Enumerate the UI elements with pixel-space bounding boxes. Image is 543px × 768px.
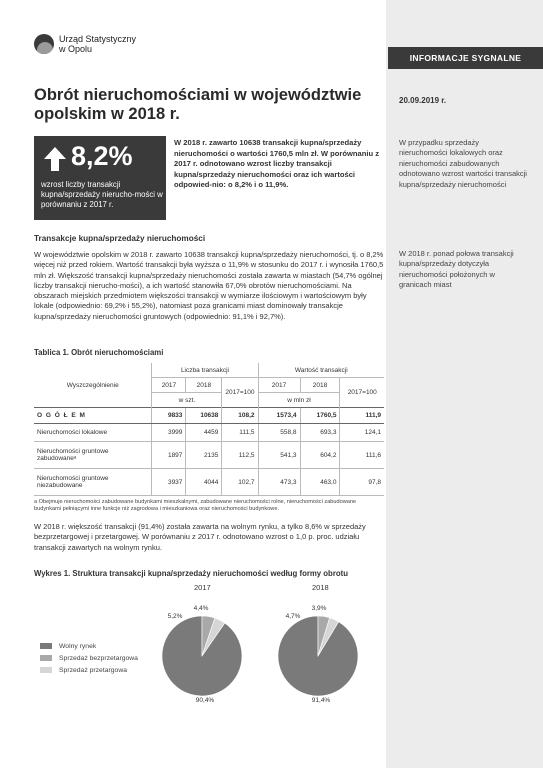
kpi-caption: wzrost liczby transakcji kupna/sprzedaży nierucho-mości w porównaniu z 2017 r. [41,180,163,209]
cell: 604,2 [300,442,340,469]
transactions-table [34,363,384,496]
logo-line2: w Opolu [59,44,93,54]
pie-value-label: 90,4% [195,697,215,704]
cell: 9833 [152,408,186,424]
table-header-count: Liczba transakcji [152,363,258,378]
pie-2018-title: 2018 [312,583,329,592]
legend-label: Wolny rynek [59,642,97,650]
table-row [34,442,384,469]
chart-title: Wykres 1. Struktura transakcji kupna/sprzedaży nieruchomości według formy obrotu [34,569,348,578]
row-label: Nieruchomości lokalowe [34,424,152,442]
table-col-2017: 2017 [152,378,186,393]
cell: 4459 [186,424,222,442]
side-note-1: W przypadku sprzedaży nieruchomości lokalowych oraz nieruchomości zabudowanych odnotowano wzrost wartości transakcji kupna/sprzedaży nieruchomości [399,138,527,189]
table-col-2017-value: 2017 [258,378,300,393]
kpi-box [34,136,166,220]
pie-2017-title: 2017 [194,583,211,592]
table-col-index: 2017=100 [222,378,258,408]
table-row [34,408,384,424]
body-paragraph-1: W województwie opolskim w 2018 r. zawarto 10638 transakcji kupna/sprzedaży nieruchomości, tj. o 8,2% więcej niż przed rokiem. Wartość transakcji była wyższa o 11,9% w stosunku do 2017 r. i wynosiła 1760,5 mln zł. Większość transakcji kupna/sprzedaży nieruchomości została zawarta w miastach (54,7% ogólnej liczby transakcji nierucho-mości), a ich wartość stanowiła 67,0% obrotów nieruchomościami. Na obszarach miejskich przedmiotem większości transakcji w wymiarze ilościowym i wartościowym były lokale (odpowiednio: 69,2% i 55,2%), natomiast poza granicami miast dominowały transakcje kupna/sprzedaży nieruchomości gruntowych (odpowiednio: 91,1% i 92,7%). [34,250,384,321]
table-row [34,424,384,442]
cell: 10638 [186,408,222,424]
logo [34,34,136,54]
legend-swatch [40,655,52,661]
legend-swatch [40,643,52,649]
legend-item [40,664,138,676]
logo-icon [34,34,54,54]
cell: 102,7 [222,469,258,496]
cell: 97,8 [340,469,384,496]
cell: 463,0 [300,469,340,496]
publication-date: 20.09.2019 r. [399,96,447,105]
cell: 112,5 [222,442,258,469]
cell: 1760,5 [300,408,340,424]
row-label: Nieruchomości gruntowe zabudowaneᵃ [34,442,152,469]
pie-value-label: 5,2% [167,613,183,620]
cell: 3937 [152,469,186,496]
legend-swatch [40,667,52,673]
cell: 473,3 [258,469,300,496]
table-col-2018-value: 2018 [300,378,340,393]
section-heading: Transakcje kupna/sprzedaży nieruchomości [34,234,206,243]
legend-item [40,640,138,652]
pie-value-label: 3,9% [311,605,327,612]
table-footnote: a Obejmuje nieruchomości zabudowane budynkami mieszkalnymi, zabudowane nieruchomości rolne, nieruchomości zabudowane budynkami pełniącymi inne funkcje niż zagrodowa i mieszkaniowa oraz nieruchomości budynkowe. [34,499,357,513]
cell: 124,1 [340,424,384,442]
info-tag: INFORMACJE SYGNALNE [388,47,543,69]
cell: 111,9 [340,408,384,424]
chart-legend [40,640,138,676]
table-unit-value: w mln zł [258,393,340,408]
cell: 558,8 [258,424,300,442]
side-note-2: W 2018 r. ponad połowa transakcji kupna/sprzedaży dotyczyła nieruchomości położonych w granicach miast [399,249,514,290]
pie-value-label: 4,4% [193,605,209,612]
body-paragraph-2: W 2018 r. większość transakcji (91,4%) została zawarta na wolnym rynku, a tylko 8,6% w sprzedaży bezprzetargowej i przetargowej. W porównaniu z 2017 r. odnotowano wzrost o 1,0 p. proc. udziału transakcji zawartych na wolnym rynku. [34,522,366,552]
pie-chart-2017 [158,596,258,708]
cell: 111,5 [222,424,258,442]
cell: 693,3 [300,424,340,442]
legend-item [40,652,138,664]
pie-value-label: 91,4% [311,697,331,704]
table-unit-count: w szt. [152,393,222,408]
cell: 3999 [152,424,186,442]
cell: 108,2 [222,408,258,424]
table-title: Tablica 1. Obrót nieruchomościami [34,348,164,357]
cell: 541,3 [258,442,300,469]
table-row [34,469,384,496]
cell: 4044 [186,469,222,496]
pie-value-label: 4,7% [285,613,301,620]
side-column [386,0,543,768]
pie-chart-2018 [262,596,382,708]
cell: 111,6 [340,442,384,469]
table-col-index-value: 2017=100 [340,378,384,408]
row-label: O G Ó Ł E M [34,408,152,424]
legend-label: Sprzedaż przetargowa [59,666,128,674]
arrow-up-icon [42,145,68,173]
intro-text: W 2018 r. zawarto 10638 transakcji kupna/sprzedaży nieruchomości o wartości 1760,5 mln zł. W porównaniu z 2017 r. odnotowano wzrost liczby transakcji kupna/sprzedaży nieruchomości oraz ich wartości odpowied-nio: o 8,2% i o 11,9%. [174,138,380,189]
cell: 1573,4 [258,408,300,424]
page-title: Obrót nieruchomościami w województwie opolskim w 2018 r. [34,86,362,123]
legend-label: Sprzedaż bezprzetargowa [59,654,138,662]
table-header-value: Wartość transakcji [258,363,384,378]
table-header-label: Wyszczególnienie [66,381,119,389]
kpi-value: 8,2% [71,141,133,171]
table-col-2018: 2018 [186,378,222,393]
cell: 2135 [186,442,222,469]
logo-text [59,34,136,54]
row-label: Nieruchomości gruntowe niezabudowane [34,469,152,496]
cell: 1897 [152,442,186,469]
logo-line1: Urząd Statystyczny [59,34,137,44]
